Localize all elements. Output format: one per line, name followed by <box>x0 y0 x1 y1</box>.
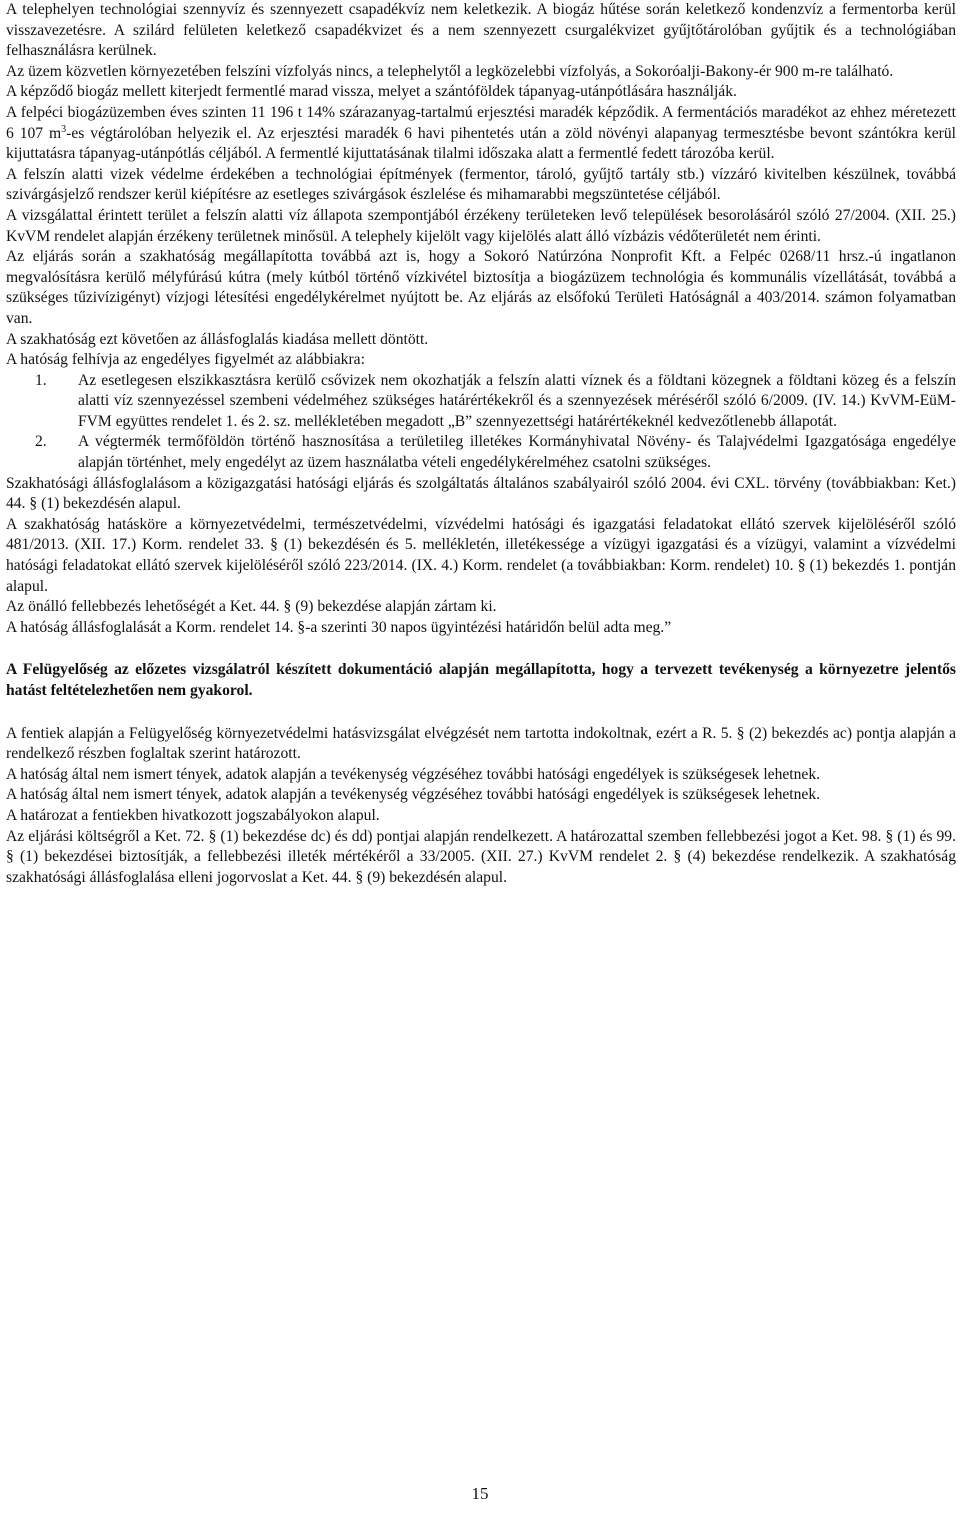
list-item <box>6 432 956 473</box>
paragraph-conclusion: A fentiek alapján a Felügyelőség környezetvédelmi hatásvizsgálat elvégzését nem tartotta indokoltnak, ezért a R. 5. § (2) bekezdés ac) pontja alapján a rendelkező részben foglaltak szerint határozott. <box>6 724 956 763</box>
paragraph-legal-basis: Szakhatósági állásfoglalásom a közigazgatási hatósági eljárás és szolgáltatás általános szabályairól szóló 2004. évi CXL. törvény (továbbiakban: Ket.) 44. § (1) bekezdésén alapul. <box>6 474 956 513</box>
list-item-number: 1. <box>35 371 47 389</box>
document-page <box>6 0 956 888</box>
paragraph-sensitive-area: A vizsgálattal érintett terület a felszín alatti víz állapota szempontjából érzékeny területeken levő települések besorolásáról szóló 27/2004. (XII. 25.) KvVM rendelet alapján érzékeny területnek minősül. A telephely kijelölt vagy kijelölés alatt álló vízbázis védőterületét nem érinti. <box>6 206 956 245</box>
paragraph-wastewater: A telephelyen technológiai szennyvíz és szennyezett csapadékvíz nem keletkezik. A biogáz hűtése során keletkező kondenzvíz a fermentorba kerül visszavezetésre. A szilárd felületen keletkező csapadékvizet és a nem szennyezett csurgalékvizet gyűjtőtárolóban gyűjtik és a technológiában felhasználásra kerülnek. <box>6 1 956 60</box>
paragraph-well-permit: Az eljárás során a szakhatóság megállapította továbbá azt is, hogy a Sokoró Natúrzóna Nonprofit Kft. a Felpéc 0268/11 hrsz.-ú ingatlanon megvalósításra kerülő mélyfúrású kútra (mely kútból történő vízkivétel biztosítja a biogázüzem technológia és kommunális vízellátását, továbbá a szükséges tűzivízigényt) vízjogi létesítési engedélykérelmet nyújtott be. Az eljárás az elsőfokú Területi Hatóságnál a 403/2014. számon folyamatban van. <box>6 248 956 327</box>
paragraph-deadline: A hatóság állásfoglalását a Korm. rendelet 14. §-a szerinti 30 napos ügyintézési határidőn belül adta meg.” <box>6 618 672 636</box>
bold-finding: A Felügyelőség az előzetes vizsgálatról készített dokumentáció alapján megállapította, hogy a tervezett tevékenység a környezetre jelentős hatást feltételezhetően nem gyakorol. <box>6 661 956 699</box>
paragraph-other-permits-2: A hatóság által nem ismert tények, adatok alapján a tevékenység végzéséhez további hatósági engedélyek is szükségesek lehetnek. <box>6 786 821 804</box>
page-number: 15 <box>471 1484 489 1503</box>
paragraph-groundwater-protection: A felszín alatti vizek védelme érdekében a technológiai építmények (fermentor, tároló, gyűjtő tartály stb.) vízzáró kivitelben készülnek, továbbá szivárgásjelző rendszer kerül kiépítésre az esetleges szivárgások észlelése és mihamarabbi megszüntetése céljából. <box>6 165 956 204</box>
paragraph-other-permits-1: A hatóság által nem ismert tények, adatok alapján a tevékenység végzéséhez további hatósági engedélyek is szükségesek lehetnek. <box>6 765 821 783</box>
paragraph-notice-intro: A hatóság felhívja az engedélyes figyelmét az alábbiakra: <box>6 351 365 369</box>
list-item-text: A végtermék termőföldön történő hasznosítása a területileg illetékes Kormányhivatal Növény- és Talajvédelmi Igazgatósága engedélye alapján történhet, mely engedélyt az üzem használatba vételi engedélykérelméhez csatolni szükséges. <box>78 433 956 472</box>
paragraph-surface-water: Az üzem közvetlen környezetében felszíni vízfolyás nincs, a telephelytől a legközelebbi vízfolyás, a Sokoróalji-Bakony-ér 900 m-re található. <box>6 62 894 80</box>
residue-text-part1: A felpéci biogázüzemben éves szinten 11 196 t 14% szárazanyag-tartalmú erjesztési maradék képződik. A fermentációs maradékot az ehhez méretezett 6 107 m <box>6 103 956 142</box>
paragraph-decision: A szakhatóság ezt követően az állásfoglalás kiadása mellett döntött. <box>6 330 429 348</box>
conditions-list <box>6 371 956 474</box>
paragraph-costs-appeal: Az eljárási költségről a Ket. 72. § (1) bekezdése dc) és dd) pontjai alapján rendelkezett. A határozattal szemben fellebbezési jogot a Ket. 98. § (1) és 99. § (1) bekezdései biztosítják, a fellebbezési illeték mértékéről a 33/2005. (XII. 27.) KvVM rendelet 2. § (4) bekezdése rendelkezik. A szakhatóság szakhatósági állásfoglalása elleni jogorvoslat a Ket. 44. § (9) bekezdésén alapul. <box>6 827 956 886</box>
residue-text-part2: -es végtárolóban helyezik el. Az erjesztési maradék 6 havi pihentetés után a zöld növényi alapanyag termesztésbe bevont szántókra kerül kijuttatásra tápanyag-utánpótlás céljából. A fermentlé kijuttatásának tilalmi időszaka alatt a fermentlé fedett tározóba kerül. <box>6 124 956 163</box>
list-item-text: Az esetlegesen elszikkasztásra kerülő csővizek nem okozhatják a felszín alatti víznek és a földtani közegnek a földtani közeg és a felszín alatti víz szennyezéssel szembeni védelméhez szükséges határértékekről és a szennyezések méréséről szóló 6/2009. (IV. 14.) KvVM-EüM-FVM együttes rendelet 1. és 2. sz. mellékletében megadott „B” szennyezettségi határértékeknél kedvezőtlenebb állapotát. <box>78 371 956 430</box>
superscript-3: 3 <box>61 123 67 135</box>
paragraph-competence: A szakhatóság hatásköre a környezetvédelmi, természetvédelmi, vízvédelmi hatósági és igazgatási feladatokat ellátó szervek kijelöléséről szóló 481/2013. (XII. 17.) Korm. rendelet 33. § (1) bekezdésén és 5. mellékletén, illetékessége a vízügyi igazgatási és a vízügyi, valamint a vízvédelmi hatósági feladatokat ellátó szervek kijelöléséről szóló 223/2014. (IX. 4.) Korm. rendelet (a továbbiakban: Korm. rendelet) 10. § (1) bekezdés 1. pontján alapul. <box>6 515 956 595</box>
list-item <box>6 371 956 433</box>
list-item-number: 2. <box>35 433 47 451</box>
paragraph-appeal-excluded: Az önálló fellebbezés lehetőségét a Ket. 44. § (9) bekezdése alapján zártam ki. <box>6 598 497 616</box>
paragraph-fermentation-residue <box>6 103 956 165</box>
paragraph-legal-foundation: A határozat a fentiekben hivatkozott jogszabályokon alapul. <box>6 806 380 824</box>
paragraph-fermentle: A képződő biogáz mellett kiterjedt fermentlé marad vissza, melyet a szántóföldek tápanyag-utánpótlására használják. <box>6 83 737 101</box>
